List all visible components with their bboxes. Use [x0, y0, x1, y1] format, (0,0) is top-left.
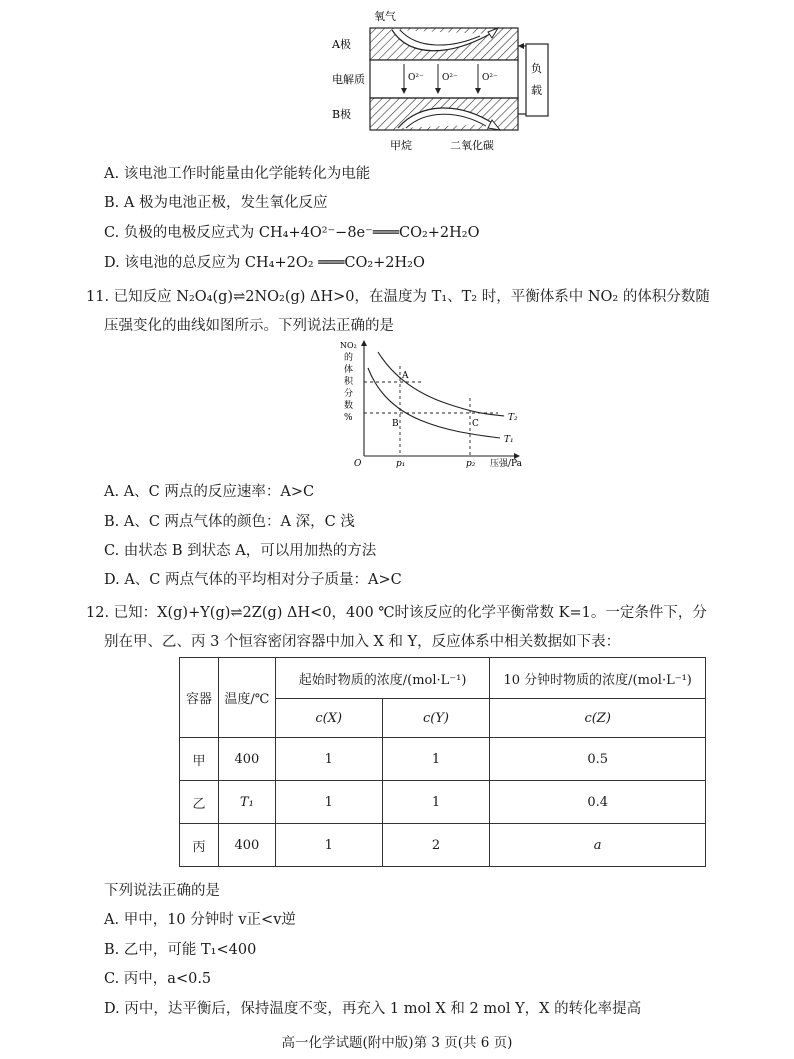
ion-label-3: O²⁻	[482, 73, 498, 83]
t2-label: T₂	[508, 413, 518, 423]
row-cy: 1	[382, 738, 490, 781]
header-cz: c(Z)	[490, 699, 706, 738]
p1-label: p₁	[396, 459, 406, 469]
row-temp: 400	[218, 738, 275, 781]
q10-option-c: C. 负极的电极反应式为 CH₄+4O²⁻−8e⁻═══CO₂+2H₂O	[104, 225, 480, 241]
row-temp: 400	[218, 824, 275, 867]
co2-label: 二氧化碳	[450, 139, 494, 152]
row-cz: 0.4	[490, 781, 706, 824]
q12-option-c: C. 丙中，a<0.5	[104, 971, 212, 987]
electrolyte-label: 电解质	[332, 73, 365, 86]
row-name: 甲	[180, 738, 219, 781]
header-initial-concentration: 起始时物质的浓度/(mol·L⁻¹)	[275, 658, 490, 699]
q10-option-b: B. A 极为电池正极，发生氧化反应	[104, 195, 328, 211]
fuel-cell-diagram	[330, 6, 560, 154]
y-axis-label-3: 积	[344, 377, 354, 387]
q11-option-d: D. A、C 两点气体的平均相对分子质量：A>C	[104, 572, 402, 588]
origin-label: O	[354, 459, 362, 469]
y-axis-label-1: 的	[344, 353, 354, 363]
point-a-label: A	[402, 371, 409, 381]
q12-stem-line1: 12. 已知：X(g)+Y(g)⇌2Z(g) ΔH<0，400 ℃时该反应的化学平衡常数 K=1。一定条件下，分	[86, 605, 707, 621]
q12-option-a: A. 甲中，10 分钟时 v正<v逆	[104, 912, 296, 928]
electrode-a-label: A极	[332, 38, 351, 51]
y-axis-label-0: NO₂	[340, 341, 357, 350]
q11-option-b: B. A、C 两点气体的颜色：A 深，C 浅	[104, 514, 355, 530]
header-cx: c(X)	[275, 699, 382, 738]
ion-label-1: O²⁻	[408, 73, 424, 83]
q12-prompt: 下列说法正确的是	[104, 883, 220, 899]
point-c-label: C	[472, 419, 479, 429]
t1-label: T₁	[504, 435, 514, 445]
row-cz: a	[490, 824, 706, 867]
table-row	[180, 781, 706, 824]
q12-stem-line2: 别在甲、乙、丙 3 个恒容密闭容器中加入 X 和 Y，反应体系中相关数据如下表：	[104, 634, 621, 650]
row-cx: 1	[275, 781, 382, 824]
header-cy: c(Y)	[382, 699, 490, 738]
row-name: 乙	[180, 781, 219, 824]
y-axis-label-4: 分	[344, 389, 354, 399]
oxygen-label: 氧气	[374, 10, 396, 23]
q11-option-c: C. 由状态 B 到状态 A，可以用加热的方法	[104, 543, 377, 559]
table-row	[180, 824, 706, 867]
page-footer: 高一化学试题(附中版)第 3 页(共 6 页)	[281, 1035, 513, 1051]
ion-label-2: O²⁻	[442, 73, 458, 83]
y-axis-label-5: 数	[344, 401, 354, 411]
row-cy: 2	[382, 824, 490, 867]
row-name: 丙	[180, 824, 219, 867]
y-axis-label-2: 体	[344, 365, 354, 375]
q10-option-d: D. 该电池的总反应为 CH₄+2O₂ ═══CO₂+2H₂O	[104, 255, 425, 271]
p2-label: p₂	[466, 459, 476, 469]
table-row	[180, 738, 706, 781]
row-cx: 1	[275, 738, 382, 781]
row-temp: T₁	[218, 781, 275, 824]
x-axis-label: 压强/Pa	[490, 459, 523, 469]
q12-data-table	[179, 657, 706, 867]
q11-stem-line2: 压强变化的曲线如图所示。下列说法正确的是	[104, 318, 394, 334]
row-cz: 0.5	[490, 738, 706, 781]
load-label-1: 负	[531, 62, 542, 75]
q12-option-b: B. 乙中，可能 T₁<400	[104, 942, 257, 958]
header-temperature: 温度/℃	[218, 658, 275, 738]
header-10min-concentration: 10 分钟时物质的浓度/(mol·L⁻¹)	[490, 658, 706, 699]
electrode-b-label: B极	[332, 108, 352, 121]
row-cy: 1	[382, 781, 490, 824]
q10-option-a: A. 该电池工作时能量由化学能转化为电能	[104, 166, 371, 182]
header-container: 容器	[180, 658, 219, 738]
pressure-graph	[338, 338, 528, 470]
y-axis-label-6: %	[344, 413, 353, 423]
q11-option-a: A. A、C 两点的反应速率：A>C	[104, 484, 315, 500]
q11-stem-line1: 11. 已知反应 N₂O₄(g)⇌2NO₂(g) ΔH>0，在温度为 T₁、T₂ 时，平衡体系中 NO₂ 的体积分数随	[86, 289, 710, 305]
methane-label: 甲烷	[390, 139, 412, 152]
point-b-label: B	[392, 419, 399, 429]
row-cx: 1	[275, 824, 382, 867]
load-box	[526, 44, 548, 116]
curve-t1	[368, 368, 500, 438]
load-label-2: 载	[531, 84, 542, 97]
q12-option-d: D. 丙中，达平衡后，保持温度不变，再充入 1 mol X 和 2 mol Y，X 的转化率提高	[104, 1001, 642, 1017]
